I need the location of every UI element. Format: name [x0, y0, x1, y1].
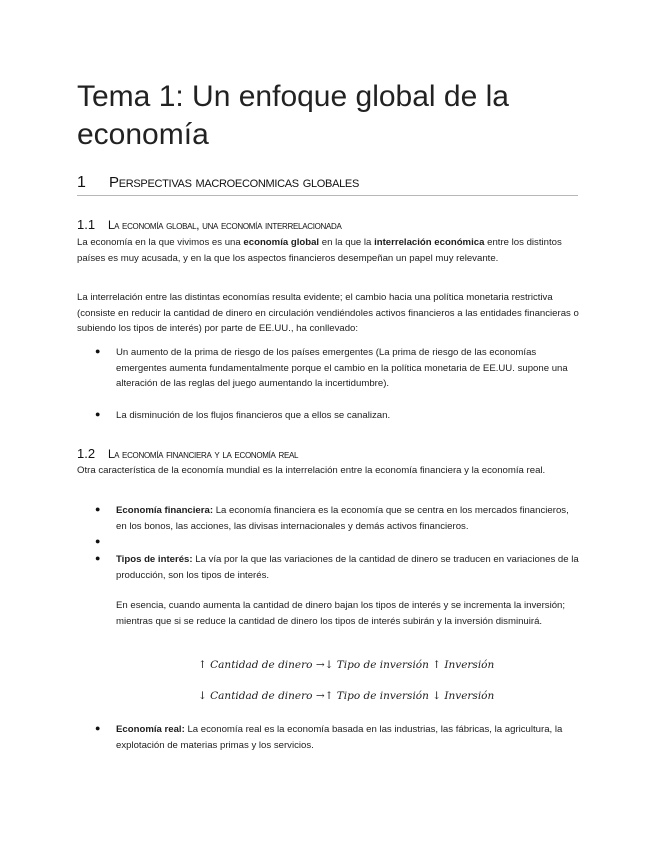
subsection-title: La economía global, una economía interrelacionada	[108, 220, 342, 232]
list-item-financial-economy: Economía financiera: La economía financiera es la economía que se centra en los mercados financieros, en los bonos, las acciones, las divisas internacionales y demás activos financieros.	[116, 505, 569, 532]
bullet-icon: ●	[95, 723, 101, 733]
list-item: La disminución de los flujos financieros que a ellos se canalizan.	[116, 410, 391, 421]
bullet-icon: ●	[95, 504, 101, 514]
bullet-icon: ●	[95, 536, 101, 546]
bullet-icon: ●	[95, 553, 101, 563]
list-item: Un aumento de la prima de riesgo de los países emergentes (La prima de riesgo de las economías emergentes aumenta fundamentalmente porque el cambio en la política monetaria de EE.UU. supone una alteración de las reglas del juego aumentando la incertidumbre).	[116, 347, 568, 389]
bullet-icon: ●	[95, 346, 101, 356]
bullet-icon: ●	[95, 409, 101, 419]
section-heading	[77, 173, 578, 196]
document-title: Tema 1: Un enfoque global de la economía	[77, 80, 509, 151]
section-title: Perspectivas macroeconmicas globales	[109, 174, 360, 191]
subsection-number: 1.1	[77, 217, 96, 232]
paragraph-global-economy: La economía en la que vivimos es una economía global en la que la interrelación económica entre los distintos países es muy acusada, y en la que los aspectos financieros desempeñan un papel muy relevante.	[77, 237, 562, 264]
subsection-number: 1.2	[77, 446, 96, 461]
section-number: 1	[77, 174, 86, 191]
paragraph-intro: Otra característica de la economía mundial es la interrelación entre la economía financiera y la economía real.	[77, 465, 546, 476]
subsection-title: La economía financiera y la economía real	[108, 449, 299, 461]
subsection-heading-1-1	[77, 218, 342, 233]
subsection-heading-1-2	[77, 447, 298, 462]
paragraph-interest-explanation: En esencia, cuando aumenta la cantidad de dinero bajan los tipos de interés y se incrementa la inversión; mientras que si se reduce la cantidad de dinero los tipos de interés subirán y la inversión disminuirá.	[116, 600, 566, 627]
list-item-interest-rates: Tipos de interés: La vía por la que las variaciones de la cantidad de dinero se traducen en variaciones de la producción, son los tipos de interés.	[116, 554, 579, 581]
list-item-real-economy: Economía real: La economía real es la economía basada en las industrias, las fábricas, la agricultura, la explotación de materias primas y los servicios.	[116, 724, 563, 751]
paragraph-interrelation: La interrelación entre las distintas economías resulta evidente; el cambio hacia una política monetaria restrictiva (consiste en reducir la cantidad de dinero en circulación vendiéndoles activos financieros a las entidades financieras o subiendo los tipos de interés) por parte de EE.UU., ha conllevado:	[77, 292, 579, 334]
